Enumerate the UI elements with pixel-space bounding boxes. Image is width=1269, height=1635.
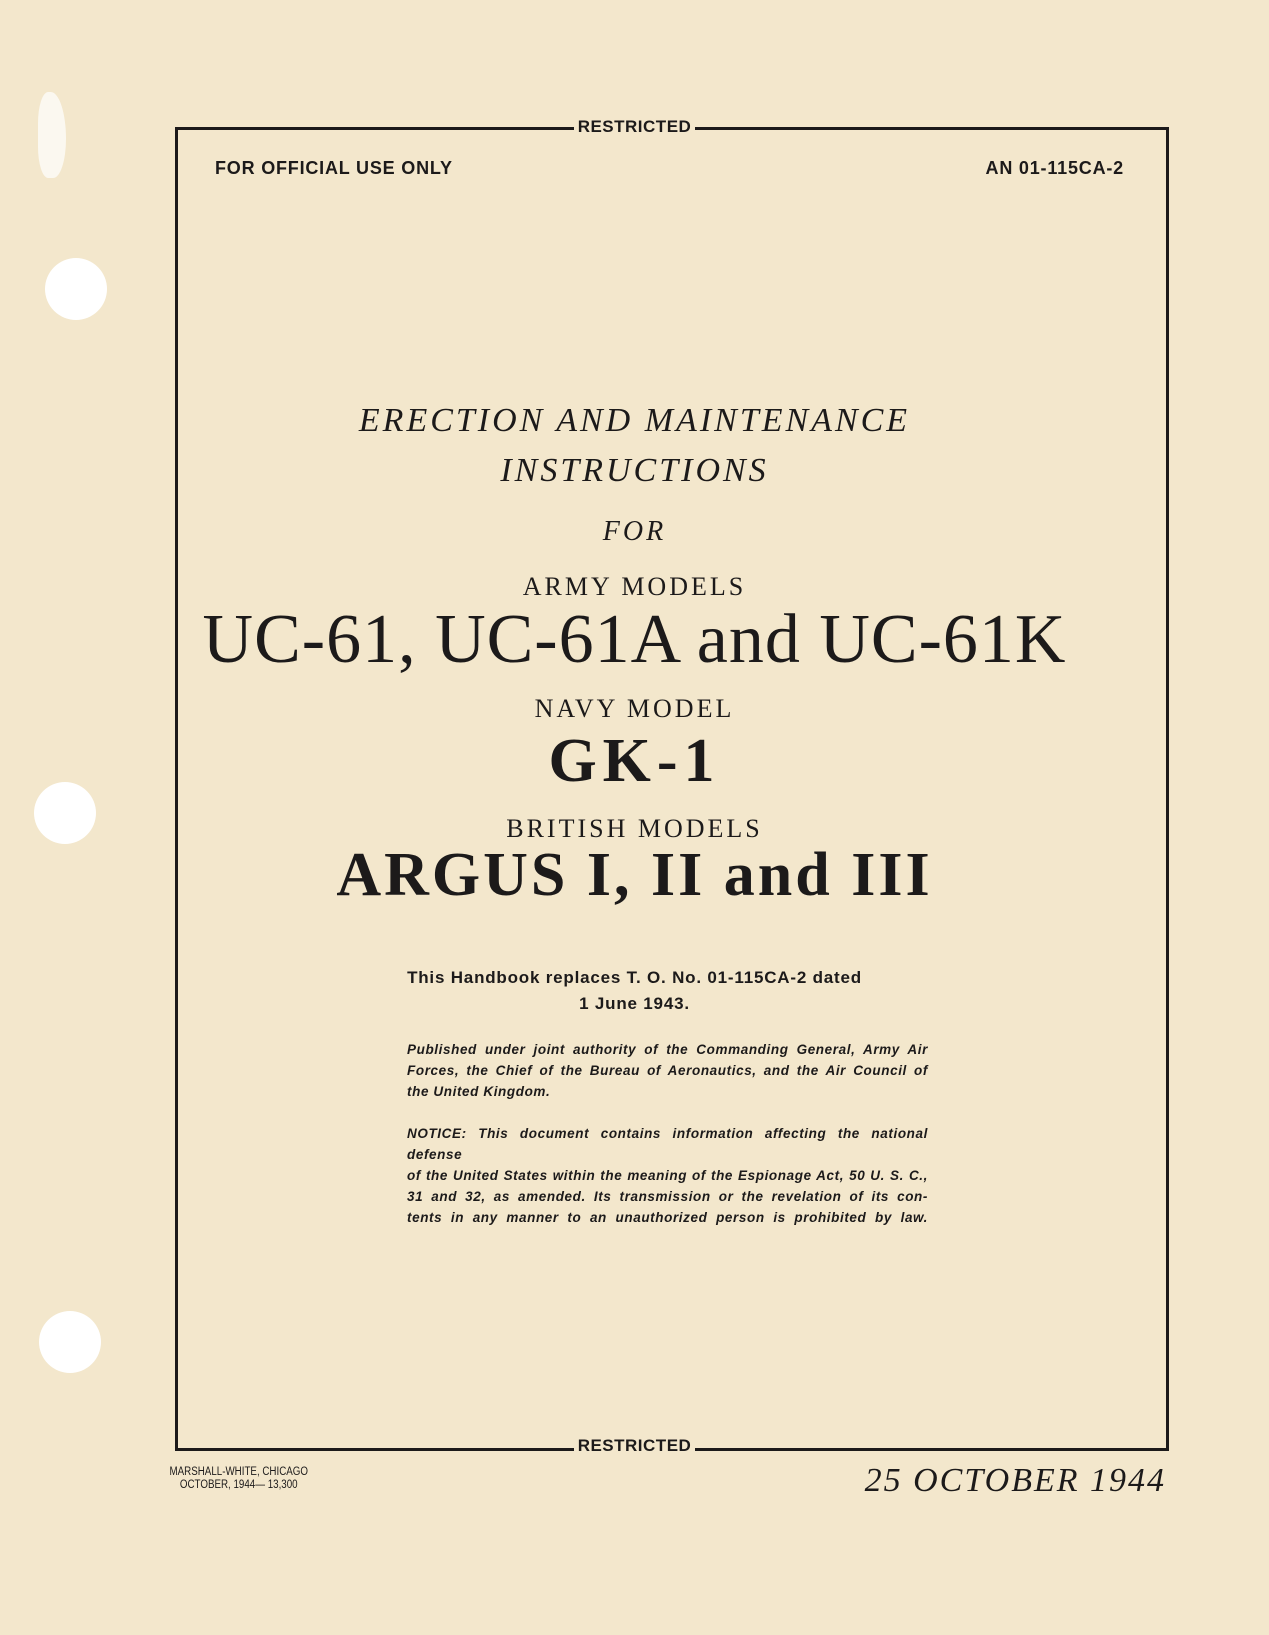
british-models-label: BRITISH MODELS <box>506 814 763 843</box>
printer-line: MARSHALL-WHITE, CHICAGO <box>169 1466 308 1478</box>
official-use-label: FOR OFFICIAL USE ONLY <box>215 158 453 178</box>
army-models: UC-61, UC-61A and UC-61K <box>202 601 1067 678</box>
notice-line: tents in any manner to an unauthorized person is prohibited by law. <box>407 1210 928 1225</box>
published-line: Forces, the Chief of the Bureau of Aeronautics, and the Air Council of <box>407 1063 928 1078</box>
printer-line: OCTOBER, 1944— 13,300 <box>179 1479 298 1491</box>
restricted-bottom <box>0 1436 1269 1456</box>
notice-line: 31 and 32, as amended. Its transmission or the revelation of its con- <box>407 1189 928 1204</box>
title-line-2: INSTRUCTIONS <box>500 452 769 489</box>
published-paragraph <box>407 1039 928 1102</box>
british-models: ARGUS I, II and III <box>336 841 933 909</box>
title-line-1: ERECTION AND MAINTENANCE <box>358 402 911 439</box>
restricted-top <box>0 117 1269 137</box>
title-line-3: FOR <box>602 516 667 547</box>
navy-model: GK-1 <box>548 727 721 795</box>
replaces-line-2: 1 June 1943. <box>579 994 690 1013</box>
replaces-line-1: This Handbook replaces T. O. No. 01-115CA-2 dated <box>407 968 862 987</box>
restricted-label: RESTRICTED <box>574 1436 696 1455</box>
army-models-label: ARMY MODELS <box>522 572 747 601</box>
published-line: the United Kingdom. <box>407 1084 551 1099</box>
document-number: AN 01-115CA-2 <box>985 158 1124 178</box>
punch-hole <box>45 258 107 320</box>
notice-line: NOTICE: This document contains information affecting the national defense <box>407 1126 928 1162</box>
navy-model-label: NAVY MODEL <box>534 694 735 723</box>
printer-imprint <box>158 1466 320 1492</box>
notice-line: of the United States within the meaning of the Espionage Act, 50 U. S. C., <box>407 1168 928 1183</box>
published-line: Published under joint authority of the Commanding General, Army Air <box>407 1042 928 1057</box>
publication-date: 25 OCTOBER 1944 <box>864 1462 1166 1499</box>
notice-paragraph <box>407 1123 928 1228</box>
punch-hole <box>39 1311 101 1373</box>
restricted-label: RESTRICTED <box>574 117 696 136</box>
